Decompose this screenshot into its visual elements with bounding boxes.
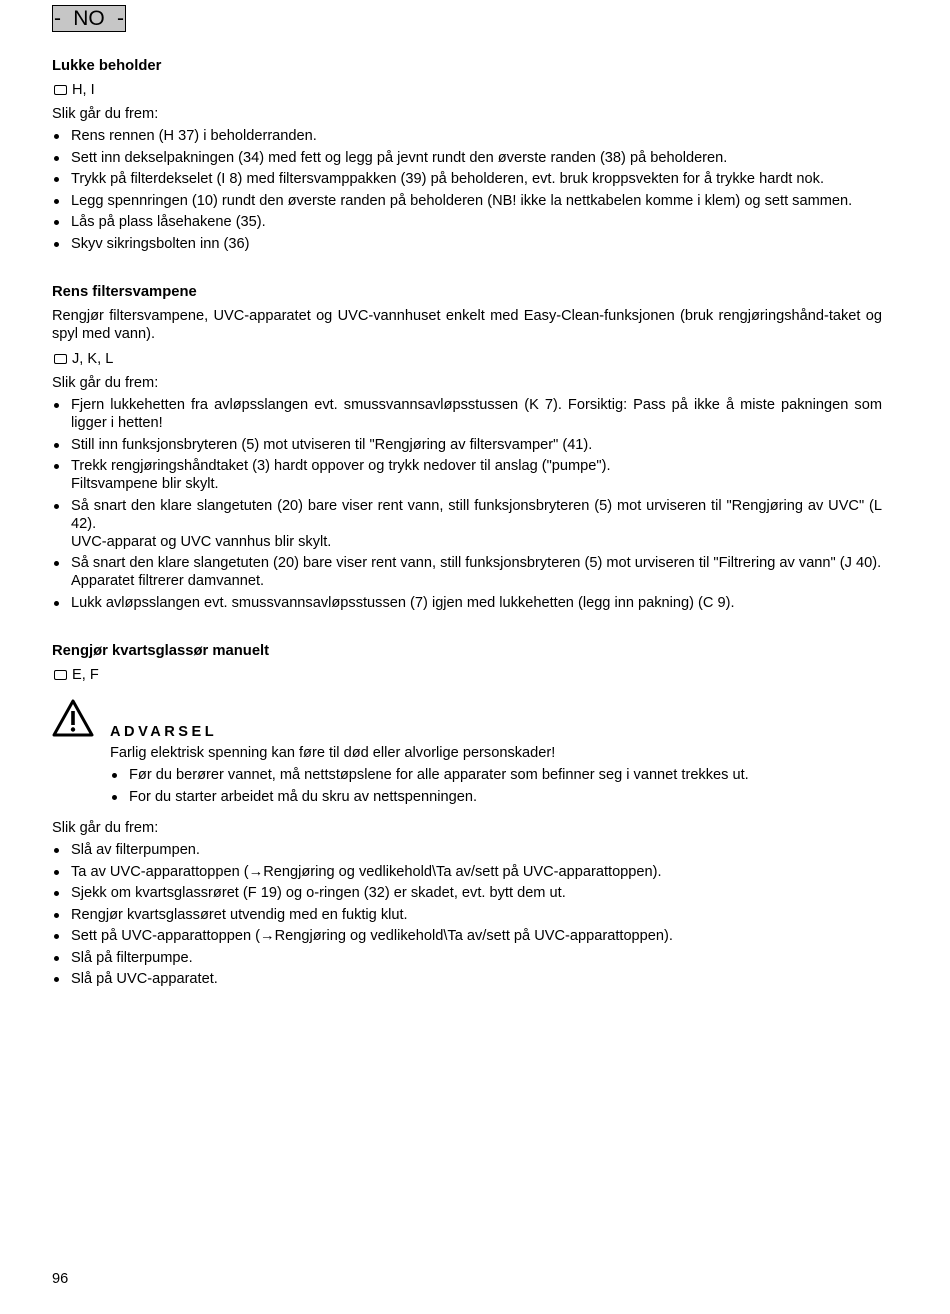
list-item (52, 554, 882, 590)
list-item (52, 594, 882, 612)
book-icon (54, 85, 67, 95)
figure-reference (52, 666, 99, 684)
steps-intro: Slik går du frem: (52, 820, 159, 836)
list-item-continuation: UVC-apparat og UVC vannhus blir skylt. (71, 533, 332, 550)
list-item (52, 863, 882, 881)
list-item-text: Trekk rengjøringshåndtaket (3) hardt oppover og trykk nedover til anslag ("pumpe"). (71, 458, 611, 474)
steps-intro: Slik går du frem: (52, 375, 159, 391)
book-icon (54, 670, 67, 680)
lang-dash-left: - (54, 6, 61, 30)
figure-reference-label: H, I (72, 82, 95, 98)
section-title-clean-quartz: Rengjør kvartsglassør manuelt (52, 643, 270, 659)
list-item-text: Så snart den klare slangetuten (20) bare viser rent vann, still funksjonsbryteren (5) mot urviseren til "Rengjøring av UVC" (L 42). (71, 497, 882, 532)
figure-reference (52, 350, 113, 368)
list-item-continuation: Apparatet filtrerer damvannet. (71, 573, 265, 589)
list-item: Sjekk om kvartsglassrøret (F 19) og o-ringen (32) er skadet, evt. bytt dem ut. (52, 884, 882, 902)
list-item (52, 457, 882, 493)
language-badge (52, 5, 126, 32)
list-item: Legg spennringen (10) rundt den øverste randen på beholderen (NB! ikke la nettkabelen komme i klem) og sett sammen. (52, 192, 882, 210)
warning-list (110, 766, 870, 809)
page-number: 96 (52, 1271, 69, 1287)
section-title-clean-sponges: Rens filtersvampene (52, 284, 197, 300)
figure-reference (52, 81, 95, 99)
list-item-text: Sett på UVC-apparattoppen ( (71, 928, 261, 944)
steps-list-close-container (52, 127, 882, 256)
list-item: Slå på UVC-apparatet. (52, 970, 882, 988)
figure-reference-label: J, K, L (72, 351, 114, 367)
list-item-text: Så snart den klare slangetuten (20) bare viser rent vann, still funksjonsbryteren (5) mot urviseren til "Filtrering av vann" (J 40). (71, 555, 882, 571)
arrow-right-icon: → (248, 863, 264, 880)
figure-reference-label: E, F (72, 667, 99, 683)
list-item: Skyv sikringsbolten inn (36) (52, 235, 882, 253)
section-title-close-container: Lukke beholder (52, 58, 162, 74)
list-item (52, 436, 882, 454)
list-item-continuation: Filtsvampene blir skylt. (71, 476, 219, 492)
warning-triangle-icon (52, 699, 94, 737)
list-item (52, 396, 882, 432)
list-item-text: Fjern lukkehetten fra avløpsslangen evt. smussvannsavløpsstussen (K 7). Forsiktig: Pass på ikke å miste pakningen som ligger i hetten! (71, 397, 882, 431)
list-item (52, 497, 882, 551)
cross-reference-link: Rengjøring og vedlikehold\Ta av/sett på UVC-apparattoppen). (263, 863, 662, 880)
list-item: Slå av filterpumpen. (52, 841, 882, 859)
list-item: Lås på plass låsehakene (35). (52, 213, 882, 231)
warning-title: ADVARSEL (110, 724, 218, 740)
list-item: Rens rennen (H 37) i beholderranden. (52, 127, 882, 145)
lang-dash-right: - (117, 6, 124, 30)
cross-reference-link: Rengjøring og vedlikehold\Ta av/sett på UVC-apparattoppen). (274, 928, 673, 944)
steps-intro: Slik går du frem: (52, 106, 159, 122)
list-item: Før du berører vannet, må nettstøpslene for alle apparater som befinner seg i vannet trekkes ut. (110, 766, 870, 784)
list-item: Slå på filterpumpe. (52, 949, 882, 967)
list-item: Rengjør kvartsglassøret utvendig med en fuktig klut. (52, 906, 882, 924)
list-item: Sett inn dekselpakningen (34) med fett og legg på jevnt rundt den øverste randen (38) på beholderen. (52, 149, 882, 167)
list-item (52, 927, 882, 945)
arrow-right-icon: → (260, 928, 275, 944)
warning-text: Farlig elektrisk spenning kan føre til død eller alvorlige personskader! (110, 745, 556, 761)
list-item: Trykk på filterdekselet (I 8) med filtersvamppakken (39) på beholderen, evt. bruk kroppsvekten for å trykke hardt nok. (52, 170, 882, 188)
list-item-text: Still inn funksjonsbryteren (5) mot utviseren til "Rengjøring av filtersvamper" (41). (71, 436, 593, 453)
list-item: For du starter arbeidet må du skru av nettspenningen. (110, 788, 870, 806)
book-icon (54, 354, 67, 364)
steps-list-clean-quartz (52, 841, 882, 992)
section-description: Rengjør filtersvampene, UVC-apparatet og UVC-vannhuset enkelt med Easy-Clean-funksjonen (bruk rengjøringshånd-taket og spyl med vann). (52, 308, 882, 342)
lang-code: NO (73, 6, 105, 30)
list-item-text: Ta av UVC-apparattoppen ( (71, 863, 249, 880)
list-item-text: Lukk avløpsslangen evt. smussvannsavløpsstussen (7) igjen med lukkehetten (legg inn pakning) (C 9). (71, 594, 735, 611)
steps-list-clean-sponges (52, 396, 882, 615)
